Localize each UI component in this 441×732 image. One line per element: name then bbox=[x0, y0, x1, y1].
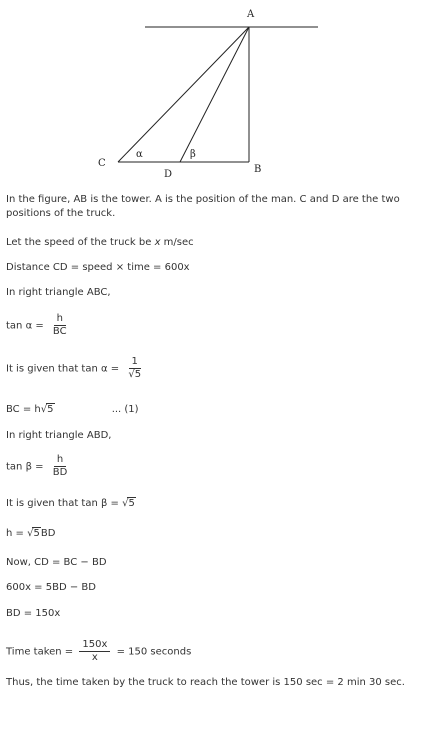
h-rhs: BD bbox=[40, 528, 56, 539]
given-tan-beta-equation bbox=[6, 497, 136, 510]
sqrt-symbol: √5 bbox=[40, 404, 54, 415]
fraction-numerator: h bbox=[54, 313, 66, 326]
radicand: 5 bbox=[47, 404, 54, 415]
fraction-numerator: 150x bbox=[79, 639, 110, 652]
fraction-denominator: x bbox=[91, 652, 98, 663]
fraction-denominator bbox=[125, 369, 144, 381]
triangle-abd-line: In right triangle ABD, bbox=[6, 430, 112, 441]
sqrt-symbol: √ bbox=[128, 369, 135, 380]
line-AD bbox=[180, 27, 249, 162]
given-tan-alpha-fraction bbox=[125, 356, 144, 381]
label-B: B bbox=[254, 164, 262, 175]
label-C: C bbox=[98, 158, 106, 169]
radicand: 5 bbox=[128, 498, 135, 509]
bd-equation: BD = 150x bbox=[6, 608, 61, 619]
triangle-abc-line: In right triangle ABC, bbox=[6, 287, 111, 298]
600x-equation: 600x = 5BD − BD bbox=[6, 582, 96, 593]
bc-lhs: BC = h bbox=[6, 404, 41, 415]
tower-diagram bbox=[0, 0, 441, 185]
radicand: 5 bbox=[134, 369, 142, 380]
conclusion-paragraph: Thus, the time taken by the truck to reach the tower is 150 sec = 2 min 30 sec. bbox=[6, 677, 405, 688]
label-D: D bbox=[164, 169, 173, 180]
fraction-denominator: BC bbox=[52, 326, 67, 337]
label-beta: β bbox=[190, 149, 196, 160]
given-tan-beta-text: It is given that tan β = bbox=[6, 498, 119, 509]
tan-alpha-fraction bbox=[50, 313, 70, 338]
sqrt-symbol: √5 bbox=[122, 498, 135, 509]
speed-suffix: m/sec bbox=[160, 237, 194, 248]
equation-tag: ... (1) bbox=[111, 404, 139, 415]
cd-equation: Now, CD = BC − BD bbox=[6, 557, 107, 568]
line-AC bbox=[118, 27, 249, 162]
given-tan-alpha-text: It is given that tan α = bbox=[6, 363, 120, 375]
label-alpha: α bbox=[136, 149, 143, 160]
intro-paragraph: In the figure, AB is the tower. A is the position of the man. C and D are the two positions of the truck. bbox=[6, 194, 400, 219]
tan-beta-fraction bbox=[50, 454, 71, 479]
label-A: A bbox=[247, 9, 255, 20]
geometry-figure bbox=[0, 0, 441, 185]
given-tan-alpha-equation bbox=[6, 356, 147, 381]
speed-variable: x bbox=[154, 237, 161, 248]
bc-equation bbox=[6, 403, 139, 416]
tan-alpha-lhs: tan α = bbox=[6, 320, 44, 332]
speed-prefix: Let the speed of the truck be bbox=[6, 237, 155, 248]
time-rhs: = 150 seconds bbox=[116, 646, 192, 658]
tan-alpha-equation bbox=[6, 313, 73, 338]
time-equation bbox=[6, 639, 191, 664]
h-lhs: h = bbox=[6, 528, 24, 539]
time-lhs: Time taken = bbox=[6, 646, 74, 658]
fraction-numerator: 1 bbox=[129, 356, 141, 369]
tan-beta-equation bbox=[6, 454, 73, 479]
time-fraction bbox=[79, 639, 110, 664]
tan-beta-lhs: tan β = bbox=[6, 461, 44, 473]
fraction-numerator: h bbox=[54, 454, 66, 467]
distance-line: Distance CD = speed × time = 600x bbox=[6, 262, 190, 273]
h-equation bbox=[6, 527, 55, 540]
radicand: 5 bbox=[33, 528, 40, 539]
sqrt-symbol: √5 bbox=[27, 528, 40, 539]
speed-line bbox=[6, 236, 194, 249]
fraction-denominator: BD bbox=[52, 467, 68, 478]
